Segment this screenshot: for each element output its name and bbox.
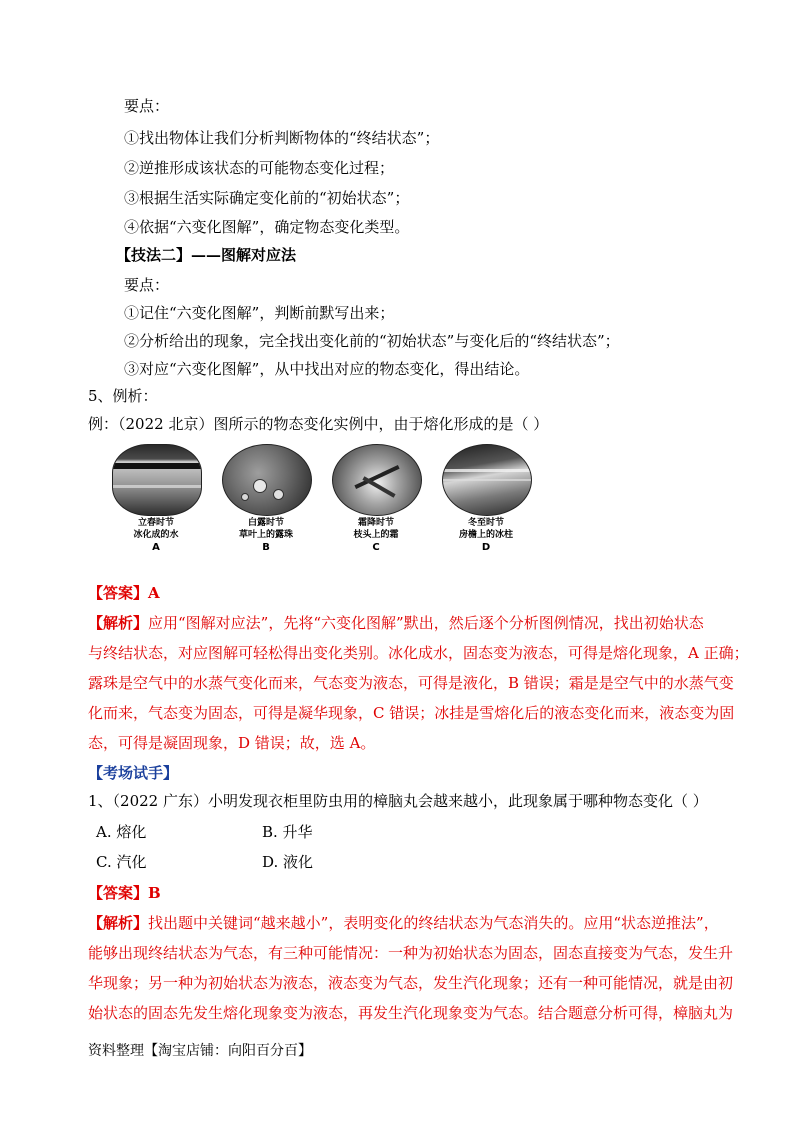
page-footer: 资料整理【淘宝店铺：向阳百分百】 bbox=[88, 1043, 312, 1059]
figure-caption-a-line2: 冰化成的水 bbox=[133, 530, 179, 540]
analysis-2-line-2: 能够出现终结状态为气态，有三种可能情况：一种为初始状态为固态，固态直接变为气态，发生升 bbox=[88, 944, 734, 962]
figure-item-c bbox=[332, 444, 422, 516]
analysis-1-text-1: 应用“图解对应法”，先将“六变化图解”默出，然后逐个分析图例情况，找出初始状态 bbox=[148, 614, 704, 632]
analysis-1-line-3: 露珠是空气中的水蒸气变化而来，气态变为液态，可得是液化，B 错误；霜是是空气中的水蒸气变 bbox=[88, 674, 734, 692]
method1-point-1: ①找出物体让我们分析判断物体的“终结状态”； bbox=[124, 129, 440, 147]
exam-section-title: 【考场试手】 bbox=[88, 764, 179, 782]
analysis-2-line-3: 华现象；另一种为初始状态为液态，液态变为气态，发生汽化现象；还有一种可能情况，就是由初 bbox=[88, 974, 734, 992]
figure-caption-d-line1: 冬至时节 bbox=[467, 518, 504, 528]
key-points-label: 要点： bbox=[124, 97, 170, 115]
example-question: 例：（2022 北京）图所示的物态变化实例中，由于熔化形成的是（ ） bbox=[88, 415, 549, 433]
answer-2 bbox=[88, 883, 161, 903]
method1-point-2: ②逆推形成该状态的可能物态变化过程； bbox=[124, 159, 395, 177]
option-c: C. 汽化 bbox=[96, 853, 147, 871]
question-1: 1、（2022 广东）小明发现衣柜里防虫用的樟脑丸会越来越小，此现象属于哪种物态变化（ ） bbox=[88, 792, 708, 810]
method2-point-3: ③对应“六变化图解”，从中找出对应的物态变化，得出结论。 bbox=[124, 360, 530, 378]
frost-branch-photo bbox=[332, 444, 422, 516]
analysis-1-line-2: 与终结状态，对应图解可轻松得出变化类别。冰化成水，固态变为液态，可得是熔化现象，A 正确； bbox=[88, 644, 749, 662]
figure-caption-b-line2: 草叶上的露珠 bbox=[238, 530, 293, 540]
figure-item-a bbox=[112, 444, 202, 516]
icicles-photo bbox=[442, 444, 532, 516]
answer-2-label: 【答案】 bbox=[88, 884, 149, 902]
option-d: D. 液化 bbox=[262, 853, 314, 871]
figure-caption-d-line2: 房檐上的冰柱 bbox=[458, 530, 513, 540]
figure-caption-a-line1: 立春时节 bbox=[137, 518, 174, 528]
figure-letter-d: D bbox=[481, 542, 491, 553]
method2-point-2: ②分析给出的现象，完全找出变化前的“初始状态”与变化后的“终结状态”； bbox=[124, 332, 620, 350]
analysis-2-label: 【解析】 bbox=[88, 914, 149, 932]
figure-item-d bbox=[442, 444, 532, 516]
analysis-2-text-1: 找出题中关键词“越来越小”，表明变化的终结状态为气态消失的。应用“状态逆推法”， bbox=[148, 914, 719, 932]
figure-letter-a: A bbox=[152, 542, 160, 553]
answer-1-label: 【答案】 bbox=[88, 584, 149, 602]
answer-1 bbox=[88, 583, 160, 603]
analysis-1-line-1 bbox=[88, 613, 704, 633]
figure-letter-c: C bbox=[372, 542, 380, 553]
method2-title: 【技法二】——图解对应法 bbox=[116, 246, 297, 264]
figure-caption-c-line2: 枝头上的霜 bbox=[353, 530, 399, 540]
method1-point-3: ③根据生活实际确定变化前的“初始状态”； bbox=[124, 189, 410, 207]
key-points-label-2: 要点： bbox=[124, 276, 170, 294]
analysis-1-line-5: 态，可得是凝固现象，D 错误；故，选 A。 bbox=[88, 734, 376, 752]
melting-ice-photo bbox=[112, 444, 202, 516]
method1-point-4: ④依据“六变化图解”，确定物态变化类型。 bbox=[124, 218, 410, 236]
dew-drops-photo bbox=[222, 444, 312, 516]
figure-caption-c-line1: 霜降时节 bbox=[357, 518, 394, 528]
figure-item-b bbox=[222, 444, 312, 516]
example-figure bbox=[100, 444, 540, 556]
analysis-1-line-4: 化而来，气态变为固态，可得是凝华现象，C 错误；冰挂是雪熔化后的液态变化而来，液态变为固 bbox=[88, 704, 735, 722]
figure-caption-b-line1: 白露时节 bbox=[247, 518, 284, 528]
answer-1-value: A bbox=[148, 584, 160, 602]
analysis-2-line-1 bbox=[88, 913, 719, 933]
section-5-heading: 5、例析： bbox=[88, 387, 158, 405]
answer-2-value: B bbox=[148, 884, 161, 902]
option-a: A. 熔化 bbox=[96, 823, 147, 841]
analysis-1-label: 【解析】 bbox=[88, 614, 149, 632]
analysis-2-line-4: 始状态的固态先发生熔化现象变为液态，再发生汽化现象变为气态。结合题意分析可得，樟脑丸为 bbox=[88, 1004, 734, 1022]
method2-point-1: ①记住“六变化图解”，判断前默写出来； bbox=[124, 304, 395, 322]
option-b: B. 升华 bbox=[262, 823, 313, 841]
figure-letter-b: B bbox=[262, 542, 270, 553]
